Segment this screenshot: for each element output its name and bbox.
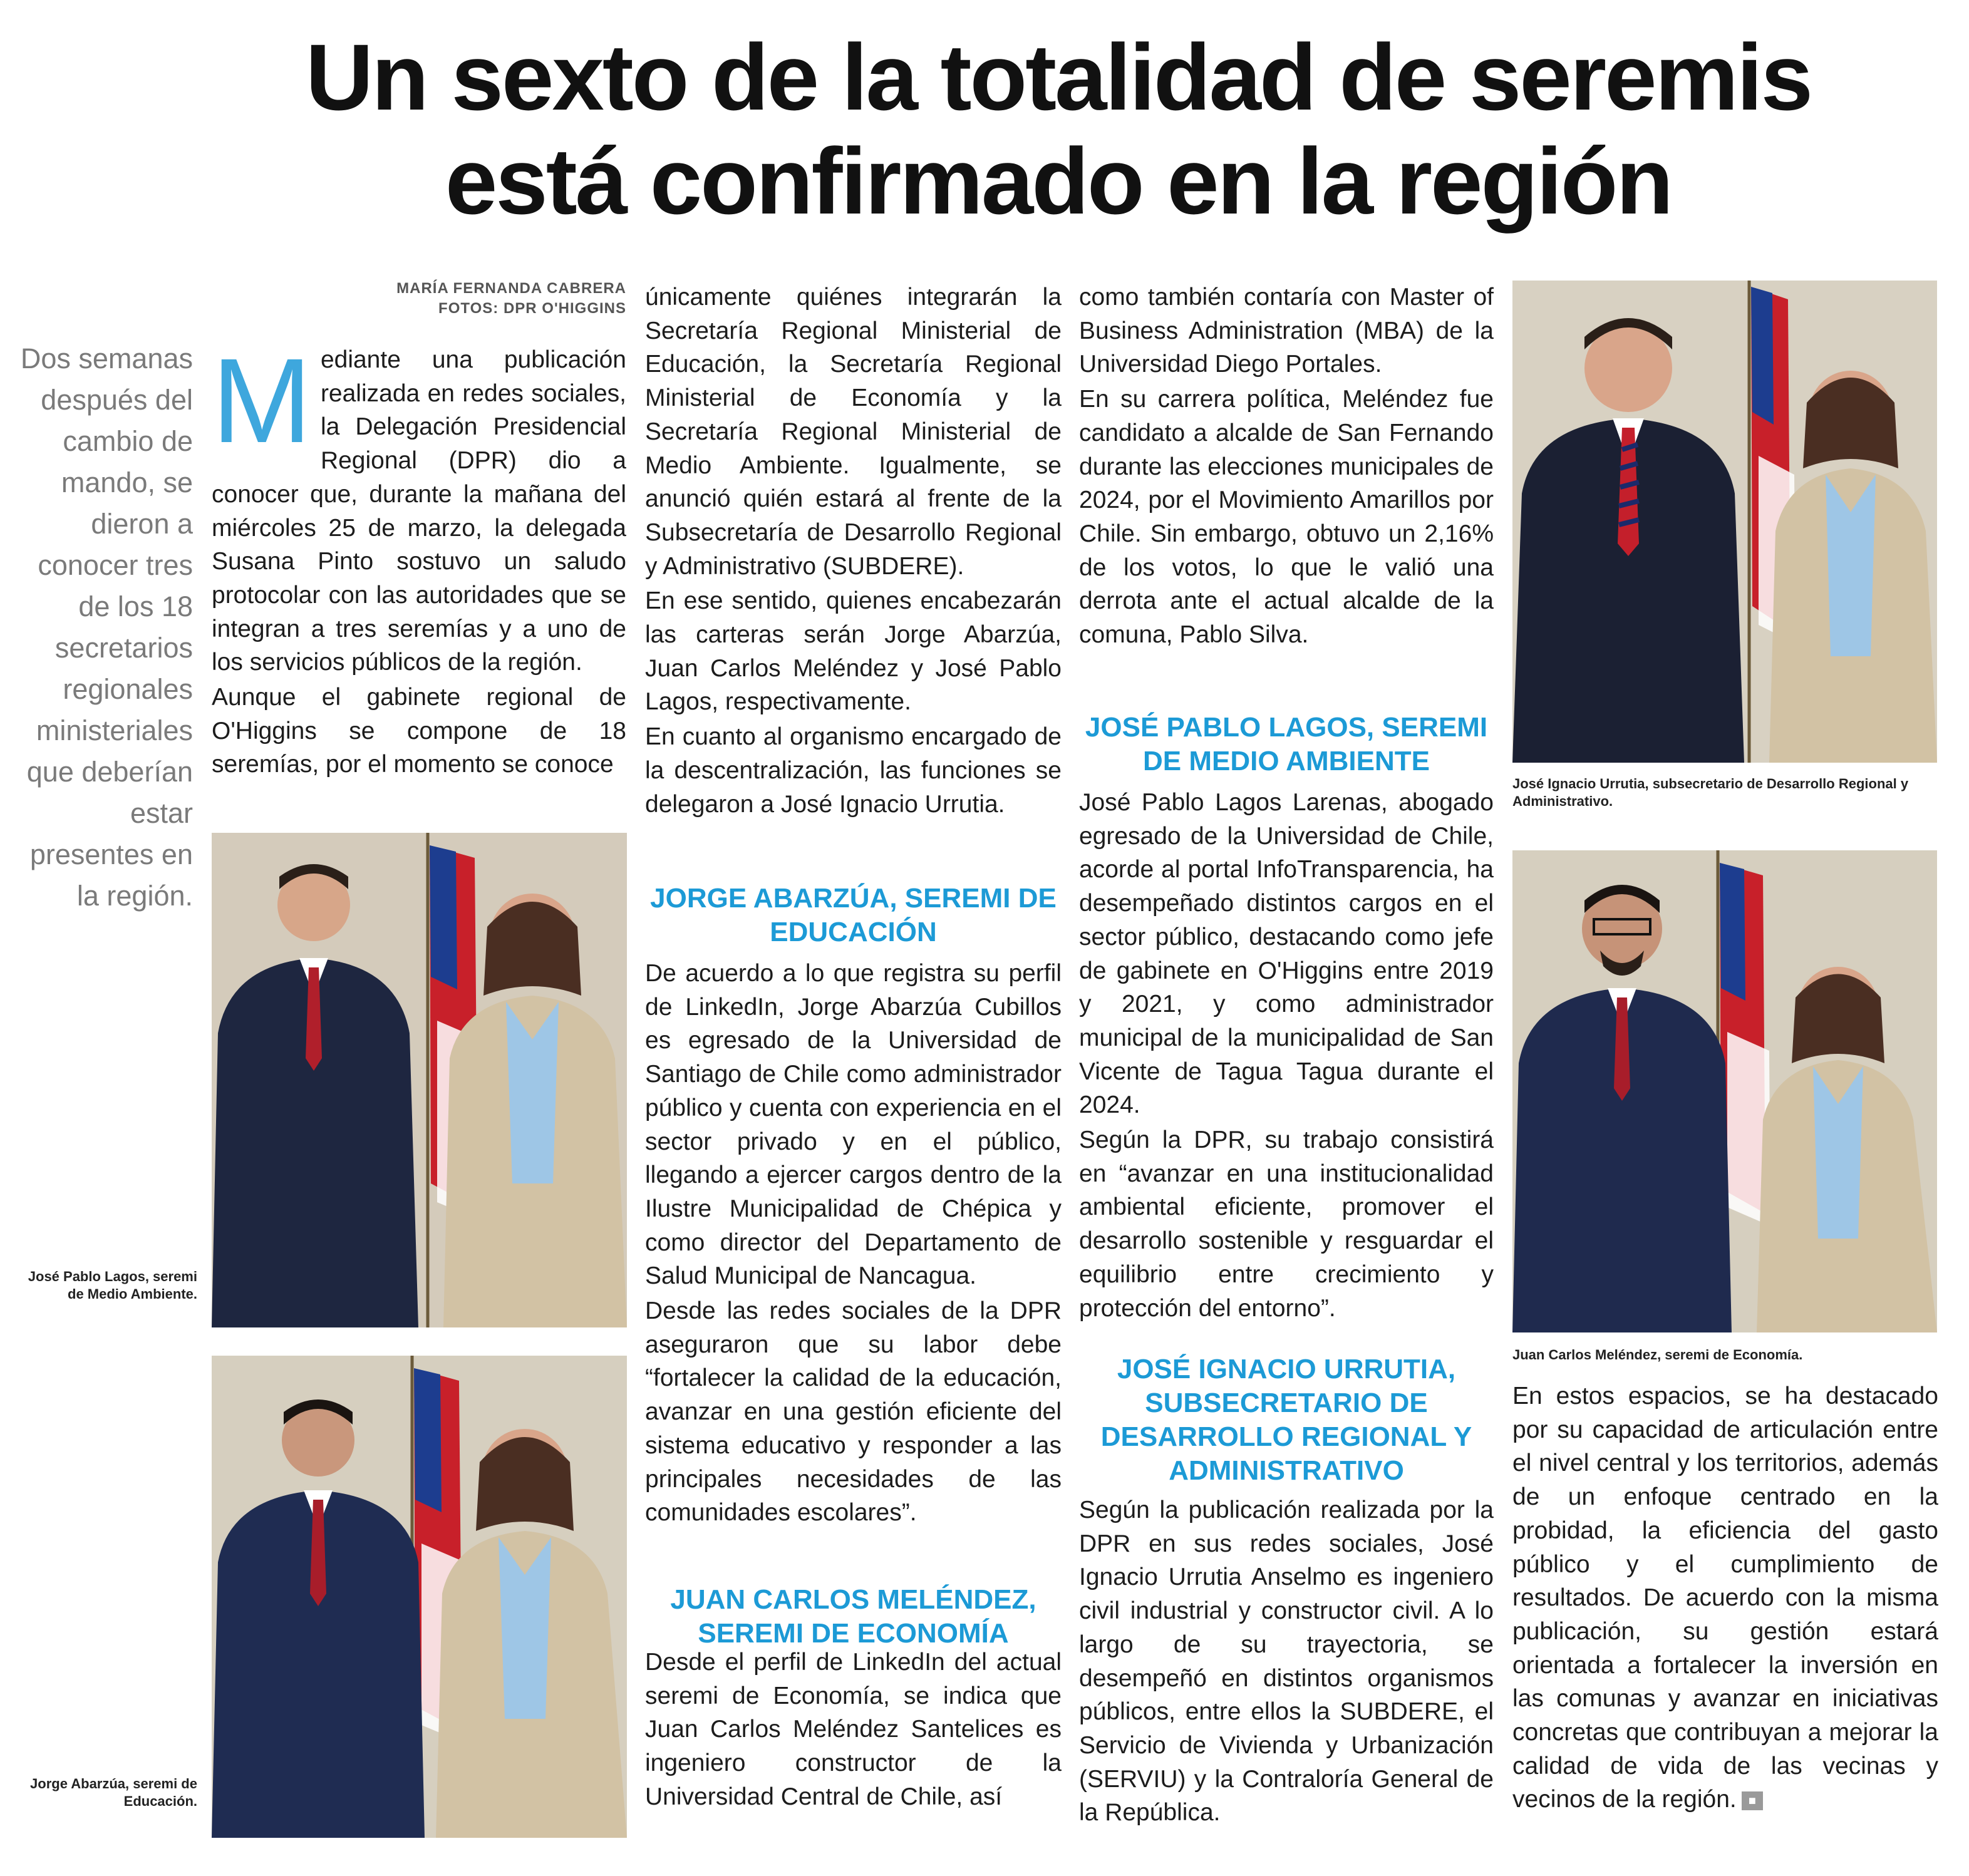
col1-paragraph-2: Aunque el gabinete regional de O'Higgins se compone de 18 seremías, por el momento se conoce: [212, 684, 626, 778]
caption-lagos: José Pablo Lagos, seremi de Medio Ambiente.: [28, 1269, 197, 1302]
end-mark-icon: ■: [1742, 1791, 1763, 1810]
headline: Un sexto de la totalidad de seremis está confirmado en la región: [305, 24, 1812, 234]
byline: [351, 279, 626, 319]
photo-abarzua: [212, 1356, 627, 1838]
photo-melendez-image: [1512, 850, 1937, 1332]
subhead-melendez: JUAN CARLOS MELÉNDEZ, SEREMI DE ECONOMÍA: [670, 1584, 1036, 1649]
photo-abarzua-image: [212, 1356, 627, 1838]
col1-paragraph-1: ediante una publicación realizada en redes sociales, la Delegación Presidencial Regional (DPR) dio a conocer que, durante la mañana del miércoles 25 de marzo, la delegada Susana Pinto sostuvo un saludo protocolar con las autoridades que se integran a tres seremías y a uno de los servicios públicos de la región.: [212, 346, 626, 676]
photo-melendez: [1512, 850, 1937, 1332]
col2-paragraph-2: En ese sentido, quienes encabezarán las carteras serán Jorge Abarzúa, Juan Carlos Meléndez y José Pablo Lagos, respectivamente.: [645, 587, 1062, 716]
column-2-section-melendez: [645, 1646, 1062, 1815]
column-3: [1079, 281, 1494, 653]
caption-abarzua: Jorge Abarzúa, seremi de Educación.: [30, 1776, 197, 1809]
column-2: [645, 281, 1062, 822]
col2-paragraph-6: Desde el perfil de LinkedIn del actual seremi de Economía, se indica que Juan Carlos Meléndez Santelices es ingeniero constructor de la Universidad Central de Chile, así: [645, 1649, 1062, 1810]
column-4: [1512, 1379, 1938, 1818]
caption-urrutia: José Ignacio Urrutia, subsecretario de Desarrollo Regional y Administrativo.: [1512, 776, 1909, 809]
drop-cap: M: [212, 333, 312, 468]
col2-paragraph-3: En cuanto al organismo encargado de la descentralización, las funciones se delegaron a José Ignacio Urrutia.: [645, 723, 1062, 818]
column-3-section-urrutia: [1079, 1493, 1494, 1831]
col2-paragraph-5: Desde las redes sociales de la DPR aseguraron que su labor debe “fortalecer la calidad de la educación, avanzar en una gestión eficiente del sistema educativo y responder a las principales necesidades de las comunidades escolares”.: [645, 1297, 1062, 1527]
subhead-urrutia: JOSÉ IGNACIO URRUTIA, SUBSECRETARIO DE DESARROLLO REGIONAL Y ADMINISTRATIVO: [1100, 1354, 1472, 1486]
byline-photos: FOTOS: DPR O'HIGGINS: [438, 300, 626, 317]
column-1: [212, 333, 626, 783]
subhead-lagos: JOSÉ PABLO LAGOS, SEREMI DE MEDIO AMBIENTE: [1085, 712, 1488, 776]
photo-urrutia-image: [1512, 281, 1937, 763]
column-2-section-abarzua: [645, 957, 1062, 1531]
col4-paragraph-1: En estos espacios, se ha destacado por su capacidad de articulación entre el nivel central y los territorios, además de un enfoque centrado en la probidad, la eficiencia del gasto público y el cumplimiento de resultados. De acuerdo con la misma publicación, su gestión estará orientada a fortalecer la inversión en las comunas y avanzar en iniciativas concretas que contribuyan a mejorar la calidad de vida de las vecinas y vecinos de la región.: [1512, 1383, 1938, 1813]
col3-paragraph-3: José Pablo Lagos Larenas, abogado egresado de la Universidad de Chile, acorde al portal InfoTransparencia, ha desempeñado distintos cargos en el sector público, destacando como jefe de gabinete en O'Higgins entre 2019 y 2021, y como administrador municipal de la municipalidad de San Vicente de Tagua Tagua durante el 2024.: [1079, 789, 1494, 1119]
lead-text: Dos semanas después del cambio de mando, se dieron a conocer tres de los 18 secretarios regionales ministeriales que deberían estar presentes en la región.: [20, 343, 193, 912]
caption-melendez: Juan Carlos Meléndez, seremi de Economía.: [1512, 1347, 1803, 1363]
subhead-abarzua: JORGE ABARZÚA, SEREMI DE EDUCACIÓN: [650, 883, 1057, 947]
col3-paragraph-4: Según la DPR, su trabajo consistirá en “avanzar en una institucionalidad ambiental eficiente, promover el desarrollo sostenible y resguardar el equilibrio entre crecimiento y protección del entorno”.: [1079, 1126, 1494, 1322]
photo-lagos: [212, 833, 627, 1327]
photo-urrutia: [1512, 281, 1937, 763]
col2-paragraph-4: De acuerdo a lo que registra su perfil de LinkedIn, Jorge Abarzúa Cubillos es egresado de la Universidad de Santiago de Chile como administrador público y cuenta con experiencia en el sector privado y en el público, llegando a ejercer cargos dentro de la Ilustre Municipalidad de Chépica y como director del Departamento de Salud Municipal de Nancagua.: [645, 960, 1062, 1290]
col3-paragraph-2: En su carrera política, Meléndez fue candidato a alcalde de San Fernando durante las elecciones municipales de 2024, por el Movimiento Amarillos por Chile. Sin embargo, obtuvo un 2,16% de los votos, lo que le valió una derrota ante el actual alcalde de la comuna, Pablo Silva.: [1079, 386, 1494, 649]
column-3-section-lagos: [1079, 786, 1494, 1326]
col2-paragraph-1: únicamente quiénes integrarán la Secretaría Regional Ministerial de Educación, la Secretaría Regional Ministerial de Economía y la Secretaría Regional Ministerial de Medio Ambiente. Igualmente, se anunció quién estará al frente de la Subsecretaría de Desarrollo Regional y Administrativo (SUBDERE).: [645, 284, 1062, 580]
col3-paragraph-1: como también contaría con Master of Business Administration (MBA) de la Universidad Diego Portales.: [1079, 284, 1494, 378]
photo-lagos-image: [212, 833, 627, 1327]
byline-author: MARÍA FERNANDA CABRERA: [396, 280, 626, 297]
col3-paragraph-5: Según la publicación realizada por la DPR en sus redes sociales, José Ignacio Urrutia Anselmo es ingeniero civil industrial y constructor civil. A lo largo de su trayectoria, se desempeñó en distintos organismos públicos, entre ellos la SUBDERE, el Servicio de Vivienda y Urbanización (SERVIU) y la Contraloría General de la República.: [1079, 1497, 1494, 1827]
